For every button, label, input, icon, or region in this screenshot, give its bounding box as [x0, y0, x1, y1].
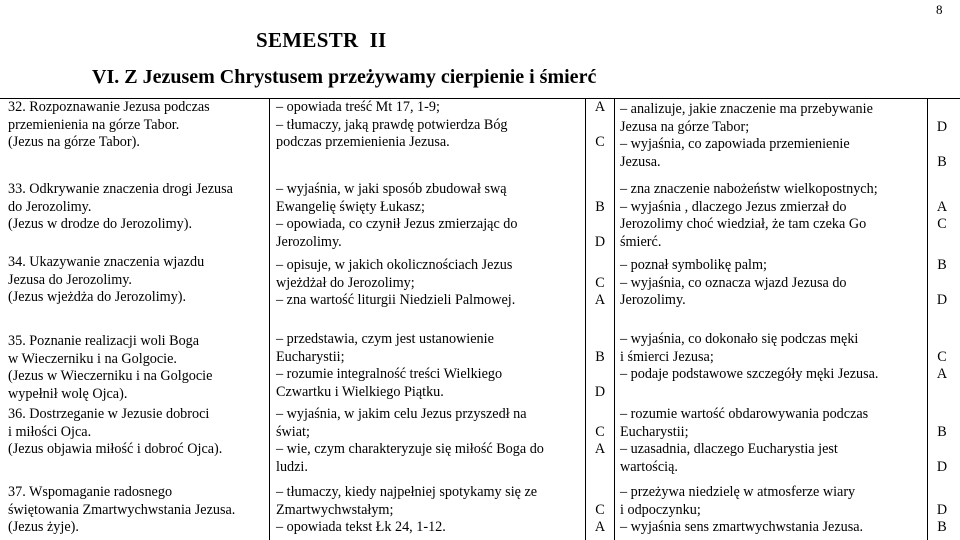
level-letter: [590, 117, 610, 135]
level-letter: B: [937, 423, 947, 440]
requirement-line: – tłumaczy, jaką prawdę potwierdza Bóg: [276, 116, 508, 133]
requirement-line: – wyjaśnia , dlaczego Jezus zmierzał do: [620, 198, 847, 215]
level-letter: [590, 459, 610, 477]
requirement-line: – przeżywa niedzielę w atmosferze wiary: [620, 484, 856, 500]
column-divider-3: [614, 98, 615, 540]
level-letter: D: [936, 458, 948, 475]
requirement-line: – rozumie wartość obdarowywania podczas: [620, 406, 869, 422]
level-letter: D: [594, 383, 606, 400]
level-letter: A: [594, 99, 606, 115]
level-letter: [590, 406, 610, 424]
requirement-line: – analizuje, jakie znaczenie ma przebywanie: [620, 101, 873, 117]
requirement-group: [620, 257, 847, 310]
requirement-group: [620, 181, 878, 251]
level-letter: B: [595, 348, 605, 365]
requirement-line: – opowiada tekst Łk 24, 1-12.: [276, 519, 446, 535]
lesson-line: i miłości Ojca.: [8, 423, 92, 440]
lesson-line: 32. Rozpoznawanie Jezusa podczas: [8, 99, 210, 115]
requirement-line: wjeżdżał do Jerozolimy;: [276, 274, 415, 291]
level-markers: [932, 101, 952, 171]
lesson-line: (Jezus objawia miłość i dobroć Ojca).: [8, 441, 223, 457]
lesson-line: 36. Dostrzeganie w Jezusie dobroci: [8, 406, 210, 422]
level-letter: A: [594, 441, 606, 457]
page-number: 8: [936, 2, 943, 17]
level-letter: [590, 181, 610, 199]
requirement-line: – wie, czym charakteryzuje się miłość Boga do: [276, 441, 544, 457]
lesson-line: (Jezus w Wieczerniku i na Golgocie: [8, 368, 213, 384]
level-letter: [932, 406, 952, 424]
requirement-group: [276, 181, 517, 251]
level-letter: [932, 136, 952, 154]
level-letter: A: [594, 292, 606, 308]
lesson-line: wypełnił wolę Ojca).: [8, 385, 128, 402]
requirement-group: [276, 257, 515, 310]
lesson-entry: [8, 99, 210, 152]
level-markers: [590, 181, 610, 251]
lesson-line: w Wieczerniku i na Golgocie.: [8, 350, 177, 367]
level-letter: B: [937, 519, 947, 535]
requirement-group: [276, 331, 502, 401]
level-markers: [590, 406, 610, 476]
lesson-line: (Jezus wjeżdża do Jerozolimy).: [8, 289, 187, 305]
requirement-line: wartością.: [620, 458, 678, 475]
level-letter: [932, 441, 952, 459]
requirement-group: [276, 484, 537, 537]
requirement-group: [276, 406, 544, 476]
level-letter: C: [595, 134, 605, 150]
lesson-line: przemienienia na górze Tabor.: [8, 116, 180, 133]
column-divider-1: [269, 98, 270, 540]
lesson-entry: [8, 406, 222, 459]
requirement-line: Czwartku i Wielkiego Piątku.: [276, 383, 444, 400]
requirement-line: Jerozolimy.: [276, 233, 342, 250]
requirement-line: – wyjaśnia, w jaki sposób zbudował swą: [276, 181, 507, 197]
requirement-line: świat;: [276, 423, 310, 440]
level-letter: [932, 101, 952, 119]
requirement-line: – uzasadnia, dlaczego Eucharystia jest: [620, 441, 838, 457]
requirement-line: – wyjaśnia, co oznacza wjazd Jezusa do: [620, 274, 847, 291]
level-letter: B: [937, 257, 947, 273]
level-markers: [590, 331, 610, 401]
lesson-entry: [8, 484, 235, 537]
level-letter: B: [937, 153, 947, 170]
level-letter: C: [937, 216, 947, 232]
requirement-line: – wyjaśnia, co zapowiada przemienienie: [620, 136, 850, 152]
lesson-line: 37. Wspomaganie radosnego: [8, 484, 173, 500]
requirement-line: – opowiada treść Mt 17, 1-9;: [276, 99, 440, 115]
level-letter: [932, 181, 952, 199]
requirement-line: – wyjaśnia sens zmartwychwstania Jezusa.: [620, 519, 864, 535]
requirement-line: i śmierci Jezusa;: [620, 348, 714, 365]
requirement-line: podczas przemienienia Jezusa.: [276, 134, 450, 150]
level-markers: [932, 181, 952, 251]
requirement-line: Jerozolimy choć wiedział, że tam czeka Go: [620, 216, 867, 232]
lesson-line: do Jerozolimy.: [8, 198, 92, 215]
requirement-line: – przedstawia, czym jest ustanowienie: [276, 331, 494, 347]
level-markers: [590, 257, 610, 310]
lesson-line: świętowania Zmartwychwstania Jezusa.: [8, 501, 236, 518]
level-markers: [932, 257, 952, 310]
requirement-line: śmierć.: [620, 233, 662, 250]
unit-title: VI. Z Jezusem Chrystusem przeżywamy cierpienie i śmierć: [92, 66, 597, 88]
level-markers: [932, 484, 952, 537]
lesson-line: Jezusa do Jerozolimy.: [8, 271, 132, 288]
requirement-group: [620, 101, 873, 171]
level-letter: C: [595, 501, 605, 518]
requirement-group: [276, 99, 508, 152]
requirement-line: Jezusa.: [620, 153, 661, 170]
column-divider-2: [585, 98, 586, 540]
requirement-line: – opisuje, w jakich okolicznościach Jezus: [276, 257, 513, 273]
requirement-line: Eucharystii;: [276, 348, 345, 365]
level-letter: A: [936, 198, 948, 215]
requirement-line: Ewangelię święty Łukasz;: [276, 198, 425, 215]
lesson-line: (Jezus na górze Tabor).: [8, 134, 140, 150]
level-letter: C: [595, 423, 605, 440]
requirement-group: [620, 406, 868, 476]
requirement-line: – opowiada, co czynił Jezus zmierzając do: [276, 216, 518, 232]
requirement-line: – poznał symbolikę palm;: [620, 257, 767, 273]
level-letter: [590, 331, 610, 349]
requirement-line: Jerozolimy.: [620, 292, 686, 308]
lesson-line: 34. Ukazywanie znaczenia wjazdu: [8, 254, 205, 270]
requirement-line: Jezusa na górze Tabor;: [620, 118, 750, 135]
requirement-line: – zna znaczenie nabożeństw wielkopostnych;: [620, 181, 878, 197]
level-markers: [590, 484, 610, 537]
requirement-line: – zna wartość liturgii Niedzieli Palmowej.: [276, 292, 516, 308]
level-markers: [590, 99, 610, 152]
level-letter: [932, 234, 952, 252]
level-letter: B: [595, 198, 605, 215]
level-markers: [932, 406, 952, 476]
level-letter: [590, 366, 610, 384]
level-letter: [932, 331, 952, 349]
requirement-line: – wyjaśnia, co dokonało się podczas męki: [620, 331, 859, 347]
requirement-group: [620, 331, 878, 384]
level-letter: [590, 257, 610, 275]
requirement-group: [620, 484, 863, 537]
requirement-line: – wyjaśnia, w jakim celu Jezus przyszedł na: [276, 406, 527, 422]
requirement-line: i odpoczynku;: [620, 501, 701, 518]
level-letter: [590, 484, 610, 502]
level-letter: A: [936, 366, 948, 382]
level-letter: D: [936, 501, 948, 518]
level-letter: C: [595, 274, 605, 291]
level-letter: [932, 275, 952, 293]
lesson-line: 35. Poznanie realizacji woli Boga: [8, 333, 200, 349]
lesson-entry: [8, 181, 233, 234]
lesson-line: 33. Odkrywanie znaczenia drogi Jezusa: [8, 181, 233, 197]
level-letter: [932, 484, 952, 502]
level-letter: [590, 216, 610, 234]
requirement-line: – podaje podstawowe szczegóły męki Jezusa.: [620, 366, 879, 382]
requirement-line: – tłumaczy, kiedy najpełniej spotykamy się ze: [276, 484, 538, 500]
level-letter: D: [936, 118, 948, 135]
semester-heading: SEMESTR II: [256, 28, 387, 52]
requirement-line: Eucharystii;: [620, 423, 689, 440]
level-letter: D: [594, 233, 606, 250]
lesson-line: (Jezus żyje).: [8, 519, 79, 535]
lesson-line: (Jezus w drodze do Jerozolimy).: [8, 216, 192, 232]
lesson-entry: [8, 254, 204, 307]
lesson-entry: [8, 333, 212, 403]
level-letter: C: [937, 348, 947, 365]
requirement-line: Zmartwychwstałym;: [276, 501, 394, 518]
requirement-line: – rozumie integralność treści Wielkiego: [276, 366, 503, 382]
level-letter: A: [594, 519, 606, 535]
requirement-line: ludzi.: [276, 458, 308, 475]
level-markers: [932, 331, 952, 384]
column-divider-4: [927, 98, 928, 540]
level-letter: D: [936, 292, 948, 308]
